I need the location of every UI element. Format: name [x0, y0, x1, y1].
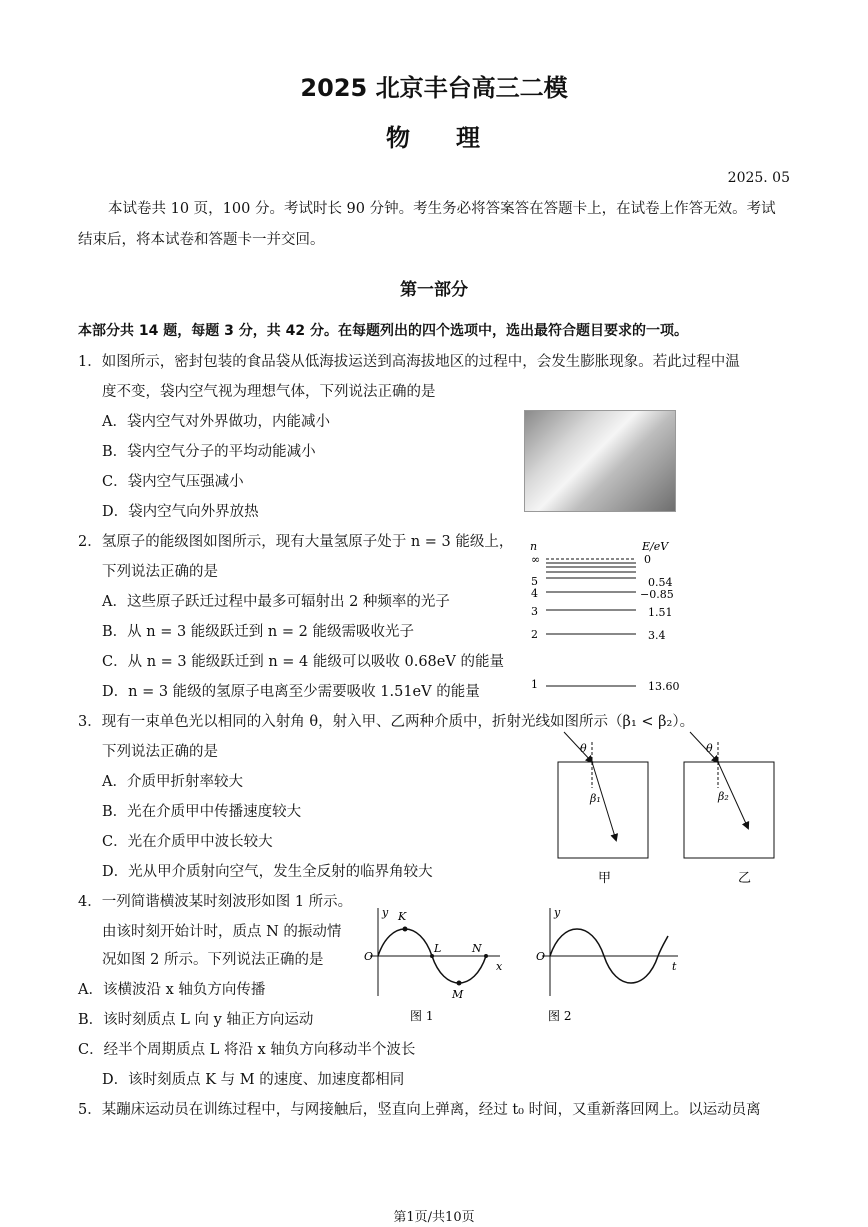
q3-option-c: C．光在介质甲中波长较大 [102, 834, 273, 850]
fig1-label-n: N [472, 942, 482, 955]
subject-char-2: 理 [456, 124, 482, 152]
level-e-4: −0.85 [640, 588, 674, 601]
q2-stem-1: 2．氢原子的能级图如图所示，现有大量氢原子处于 n = 3 能级上， [78, 534, 514, 550]
q3-option-b: B．光在介质甲中传播速度较大 [102, 804, 302, 820]
q1-stem-1: 1．如图所示，密封包装的食品袋从低海拔运送到高海拔地区的过程中，会发生膨胀现象。若此过程中温 [78, 354, 740, 370]
fig2-caption: 图 2 [548, 1009, 572, 1023]
q3-option-d: D．光从甲介质射向空气，发生全反射的临界角较大 [102, 864, 433, 880]
section-title: 第一部分 [400, 280, 468, 300]
q2-option-d: D．n = 3 能级的氢原子电离至少需要吸收 1.51eV 的能量 [102, 684, 480, 700]
fig1-y-label: y [382, 906, 389, 919]
energy-level-diagram [526, 538, 686, 698]
n-axis-label: n [530, 540, 538, 553]
q4-option-d: D．该时刻质点 K 与 M 的速度、加速度都相同 [102, 1072, 405, 1088]
exam-date: 2025. 05 [727, 170, 790, 186]
subject-title [0, 118, 868, 153]
beta2-label: β₂ [718, 790, 729, 803]
q3-option-a: A．介质甲折射率较大 [102, 774, 243, 790]
q5-stem-1: 5．某蹦床运动员在训练过程中，与网接触后，竖直向上弹离，经过 t₀ 时间，又重新落回网上。以运动员离 [78, 1102, 761, 1118]
level-n-inf: ∞ [531, 553, 541, 566]
fig1-label-l: L [434, 942, 442, 955]
fig1-point-n [484, 954, 488, 958]
q1-option-b: B．袋内空气分子的平均动能减小 [102, 444, 316, 460]
fig1-label-m: M [452, 988, 464, 1001]
level-e-3: 1.51 [648, 606, 673, 619]
fig2-y-label: y [554, 906, 561, 919]
fig1-point-m [457, 981, 462, 986]
level-e-2: 3.4 [648, 629, 666, 642]
q4-stem-3: 况如图 2 所示。下列说法正确的是 [102, 952, 324, 968]
q1-option-d: D．袋内空气向外界放热 [102, 504, 259, 520]
fig1-x-label: x [496, 960, 503, 973]
instructions: 本部分共 14 题，每题 3 分，共 42 分。在每题列出的四个选项中，选出最符合题目要求的一项。 [78, 323, 688, 339]
level-e-5: 0.54 [648, 576, 673, 589]
beta1-label: β₁ [590, 792, 601, 805]
refraction-diagram [550, 730, 790, 890]
q1-option-a: A．袋内空气对外界做功，内能减小 [102, 414, 330, 430]
caption-yi: 乙 [738, 871, 752, 886]
fig2-t-label: t [672, 960, 677, 973]
level-e-inf: 0 [644, 553, 651, 566]
level-n-3: 3 [531, 605, 538, 618]
q2-stem-2: 下列说法正确的是 [102, 564, 218, 580]
medium-jia-box [558, 762, 648, 858]
intro-text: 本试卷共 10 页，100 分。考试时长 90 分钟。考生务必将答案答在答题卡上，在试卷上作答无效。考试结束后，将本试卷和答题卡一并交回。 [78, 201, 776, 248]
q4-stem-1: 4．一列简谐横波某时刻波形如图 1 所示。 [78, 894, 353, 910]
wave-figures [360, 900, 690, 1030]
fig1-caption: 图 1 [410, 1009, 434, 1023]
q3-stem-1: 3．现有一束单色光以相同的入射角 θ，射入甲、乙两种介质中，折射光线如图所示（β₁ < β₂）。 [78, 714, 695, 730]
q1-option-c: C．袋内空气压强减小 [102, 474, 244, 490]
page-footer: 第1页/共10页 [393, 1210, 475, 1225]
incident-ray-yi [690, 732, 718, 762]
fig1-point-k [403, 927, 408, 932]
q4-option-a: A．该横波沿 x 轴负方向传播 [78, 982, 266, 998]
subject-char-1: 物 [386, 124, 412, 152]
q2-option-c: C．从 n = 3 能级跃迁到 n = 4 能级可以吸收 0.68eV 的能量 [102, 654, 504, 670]
q4-stem-2: 由该时刻开始计时，质点 N 的振动情 [102, 924, 342, 940]
exam-title: 2025 北京丰台高三二模 [300, 74, 568, 102]
medium-yi-box [684, 762, 774, 858]
theta-label-jia: θ [580, 742, 587, 755]
incident-ray-jia [564, 732, 592, 762]
q1-stem-2: 度不变，袋内空气视为理想气体，下列说法正确的是 [102, 384, 436, 400]
q4-option-b: B．该时刻质点 L 向 y 轴正方向运动 [78, 1012, 314, 1028]
level-n-2: 2 [531, 628, 538, 641]
q2-option-b: B．从 n = 3 能级跃迁到 n = 2 能级需吸收光子 [102, 624, 414, 640]
food-bag-photo [524, 410, 676, 512]
level-e-1: 13.60 [648, 680, 680, 693]
q4-option-c: C．经半个周期质点 L 将沿 x 轴负方向移动半个波长 [78, 1042, 416, 1058]
fig1-label-k: K [398, 910, 407, 923]
level-n-1: 1 [531, 678, 538, 691]
fig2-origin: O [536, 950, 546, 963]
theta-label-yi: θ [706, 742, 713, 755]
level-n-4: 4 [531, 587, 538, 600]
q3-stem-2: 下列说法正确的是 [102, 744, 218, 760]
e-axis-label: E/eV [642, 540, 669, 553]
q2-option-a: A．这些原子跃迁过程中最多可辐射出 2 种频率的光子 [102, 594, 450, 610]
caption-jia: 甲 [598, 871, 612, 886]
fig1-origin: O [364, 950, 374, 963]
level-n-5: 5 [531, 575, 538, 588]
